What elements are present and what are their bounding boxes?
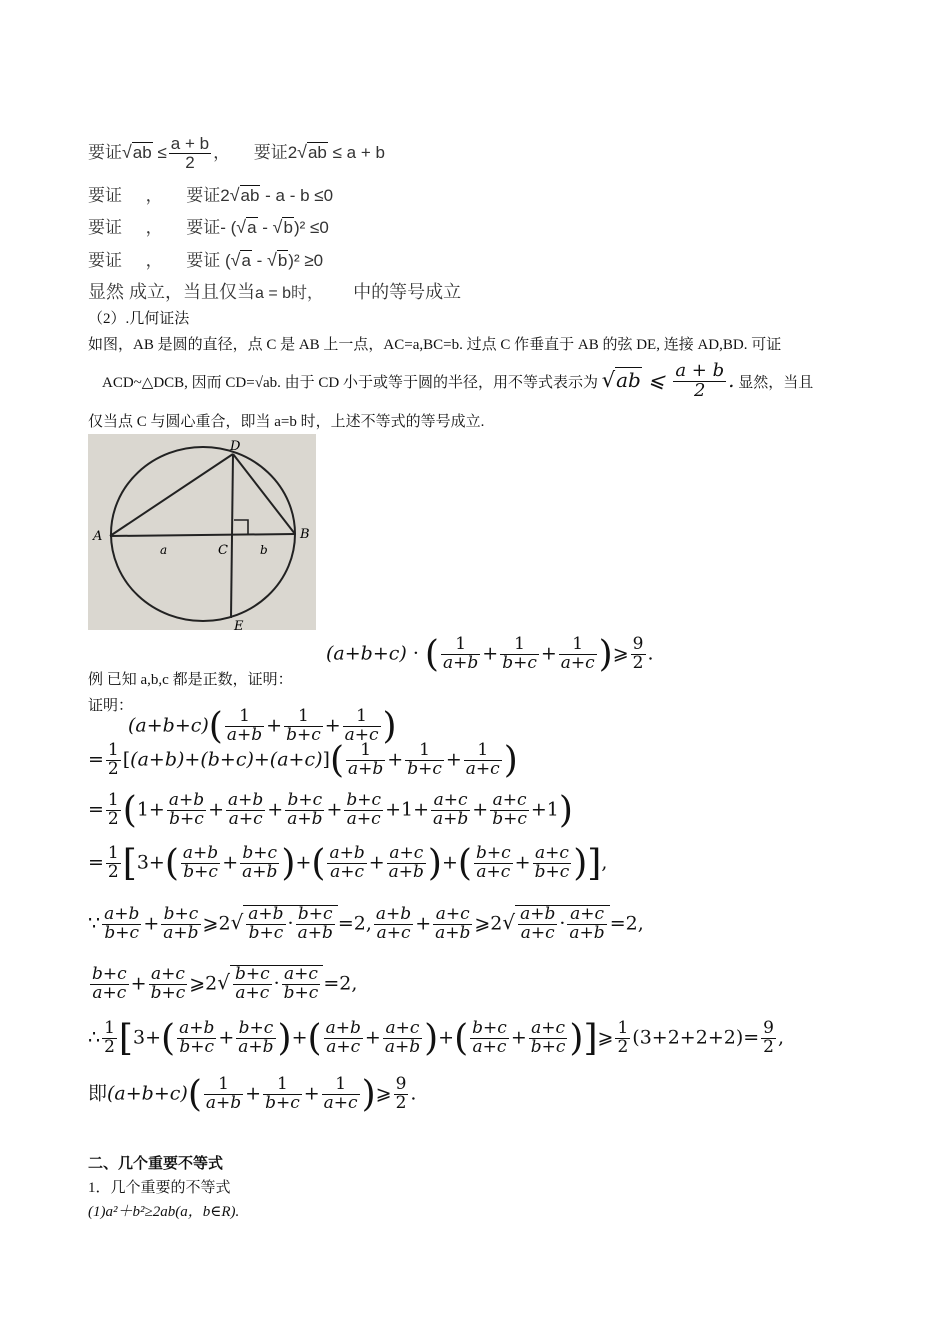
proof-label: 证明： <box>88 698 134 714</box>
frac-den: 2 <box>185 152 195 172</box>
text: 要证 <box>88 186 122 205</box>
label-c: C <box>218 543 228 558</box>
proof-step-7: 即(a+b+c)( $\frac{1}{a+b}$ + $\frac{1}{b+c}$ + $\frac{1}{a+c}$ )⩾ $\frac{9}{2}$ . <box>88 1072 417 1115</box>
text: ≤ a + b <box>327 142 385 162</box>
inequality-1: (1)a²＋b²≥2ab(a，b∈R). <box>88 1204 240 1220</box>
geo-paragraph-2: ACD~△DCB, 因而 CD=√ab. 由于 CD 小于或等于圆的半径，用不等式表示为 √ab ⩽ $\frac{a + b}{2}$ . 显然，当且 <box>102 360 814 401</box>
label-e: E <box>234 619 244 630</box>
text: )² ≤0 <box>293 218 329 237</box>
text: 要证2 <box>253 142 298 162</box>
circle-diagram <box>88 434 316 630</box>
proof-line-3: 要证 ， 要证- (√a - √b)² ≤0 <box>88 217 329 237</box>
text: ， <box>145 218 163 237</box>
text: ， <box>145 186 163 205</box>
text: 要证 <box>88 142 122 162</box>
text: a = b时， <box>255 285 324 302</box>
label-b-seg: b <box>260 543 268 557</box>
text: ， <box>213 142 231 162</box>
proof-line-2: 要证 ， 要证2√ab - a - b ≤0 <box>88 185 334 205</box>
example-label: 例 已知 a,b,c 都是正数，证明： <box>88 672 293 688</box>
proof-step-3: = $\frac{1}{2}$ [3+( $\frac{a+b}{b+c}$ + $\frac{b+c}{a+b}$ )+( $\frac{a+b}{a+c}$ + $\frac{a+c}{a+b}$ )+( $\frac{b+c}{a+c}$ + $\frac{a+c}{b+c}$ )], <box>88 841 608 884</box>
proof-step-0: (a+b+c)( $\frac{1}{a+b}$ + $\frac{1}{b+c}$ + $\frac{1}{a+c}$ ) <box>128 704 397 747</box>
label-a-point: A <box>93 529 103 544</box>
text: )² ≥0 <box>288 251 324 270</box>
text: 要证2 <box>186 186 230 205</box>
frac-num: a + b <box>170 134 210 153</box>
section-title: 二、几个重要不等式 <box>88 1156 224 1172</box>
proof-step-2: = $\frac{1}{2}$ (1+ $\frac{a+b}{b+c}$ + $\frac{a+b}{a+c}$ + $\frac{b+c}{a+b}$ + $\frac{b+c}{a+c}$ +1+ $\frac{a+c}{a+b}$ + $\frac{a+c}{b+c}$ +1) <box>88 788 573 831</box>
nine: 9 <box>632 634 644 654</box>
proof-line-4: 要证 ， 要证 (√a - √b)² ≥0 <box>88 250 324 270</box>
two: 2 <box>632 652 644 673</box>
text: 显然 成立，当且仅当 <box>88 282 256 302</box>
text: 要证- ( <box>186 218 237 237</box>
text: ， <box>145 251 163 270</box>
proof-step-5: $\frac{b+c}{a+c}$ + $\frac{a+c}{b+c}$ ⩾2√ $\frac{b+c}{a+c}$ · $\frac{a+c}{b+c}$ =2, <box>92 964 358 1003</box>
proof-step-4: ∵ $\frac{a+b}{b+c}$ + $\frac{b+c}{a+b}$ ⩾2√ $\frac{a+b}{b+c}$ · $\frac{b+c}{a+b}$ =2, $\frac{a+b}{a+c}$ + $\frac{a+c}{a+b}$ ⩾2√ $\frac{a+b}{a+c}$ · $\frac{a+c}{a+b}$ =2, <box>88 904 644 943</box>
circle-figure <box>88 434 316 630</box>
label-d: D <box>230 439 241 454</box>
label-a-seg: a <box>160 543 168 557</box>
proof-line-1: 要证√ab ≤ $\frac{a + b}{2}$ ， 要证2√ab ≤ a + b <box>88 134 385 172</box>
text: 要证 <box>88 251 122 270</box>
section-item-1: 1．几个重要的不等式 <box>88 1180 231 1196</box>
text: 中的等号成立 <box>353 282 462 302</box>
label-b-point: B <box>300 527 310 542</box>
example-formula: (a+b+c) · ( $\frac{1}{a+b}$ + $\frac{1}{b+c}$ + $\frac{1}{a+c}$ )⩾ $\frac{9}{2}$ . <box>326 632 654 675</box>
text: 要证 <box>88 218 122 237</box>
geo-paragraph-1: 如图，AB 是圆的直径，点 C 是 AB 上一点，AC=a,BC=b. 过点 C 作垂直于 AB 的弦 DE, 连接 AD,BD. 可证 <box>88 337 782 353</box>
proof-step-6: ∴ $\frac{1}{2}$ [3+( $\frac{a+b}{b+c}$ + $\frac{b+c}{a+b}$ )+( $\frac{a+b}{a+c}$ + $\frac{a+c}{a+b}$ )+( $\frac{b+c}{a+c}$ + $\frac{a+c}{b+c}$ )]⩾ $\frac{1}{2}$ (3+2+2+2)= $\frac{9}{2}$ , <box>88 1016 785 1059</box>
geo-paragraph-3: 仅当点 C 与圆心重合，即当 a=b 时，上述不等式的等号成立. <box>88 414 485 430</box>
geo-heading: （2）.几何证法 <box>88 311 190 327</box>
text: 要证 ( <box>186 251 231 270</box>
text: 显然，当且 <box>738 374 814 391</box>
proof-line-5 <box>88 278 461 304</box>
text: - a - b ≤0 <box>260 186 334 205</box>
text: ACD~△DCB, 因而 CD=√ab. 由于 CD 小于或等于圆的半径，用不等式表示为 <box>102 374 598 391</box>
proof-step-1: = $\frac{1}{2}$ [(a+b)+(b+c)+(a+c)]( $\frac{1}{a+b}$ + $\frac{1}{b+c}$ + $\frac{1}{a+c}$ ) <box>88 738 518 781</box>
